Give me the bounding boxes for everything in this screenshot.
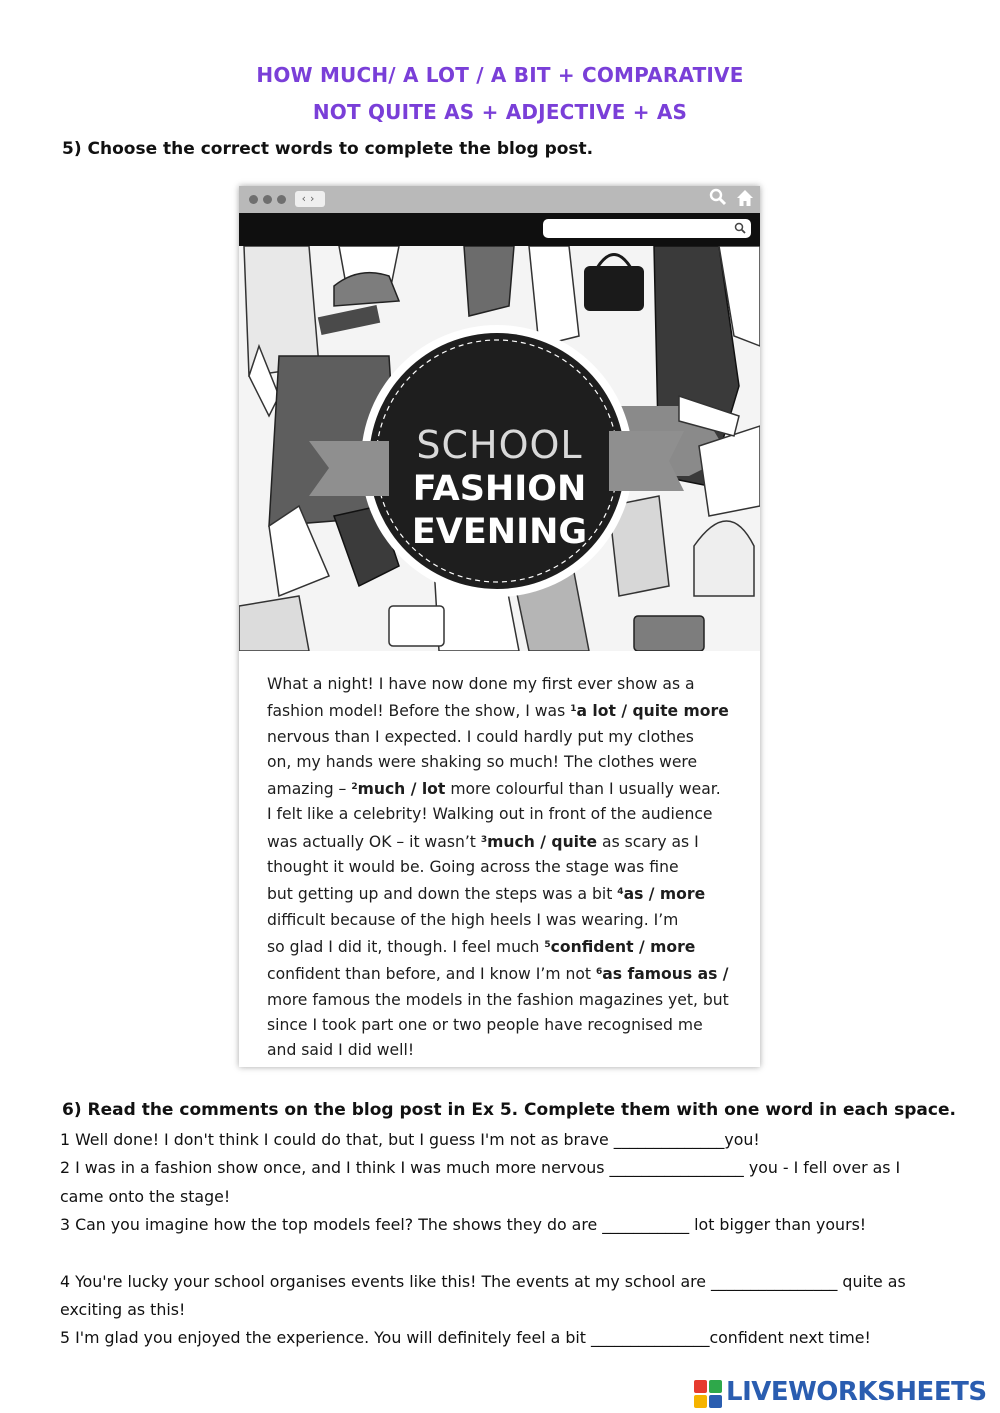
gap-3-options[interactable]: much / quite [487,832,598,851]
gap-4-options[interactable]: as / more [623,885,706,904]
comment-item-3[interactable]: 3 Can you imagine how the top models feel? The shows they do are ___________ lot bigger than yours! [60,1215,867,1235]
blank-line [60,1240,940,1268]
post-line: but getting up and down the steps was a bit $^4$as / more [267,885,706,904]
gap-1-options[interactable]: a lot / quite more [576,702,729,721]
post-line: amazing – $^2$much / lot more colourful than I usually wear. [267,780,721,799]
window-dot-icon [249,195,258,204]
title-line-1: HOW MUCH/ A LOT / A BIT + COMPARATIVE [256,63,744,87]
exercise-6-items [60,1126,940,1353]
comment-item-2[interactable]: 2 I was in a fashion show once, and I think I was much more nervous _________________ you - I fell over as I came onto the stage! [60,1158,901,1206]
gap-5-options[interactable]: confident / more [550,937,696,956]
gap-2-options[interactable]: much / lot [357,780,446,799]
post-line: nervous than I expected. I could hardly put my clothes [267,727,694,746]
comment-item-4[interactable]: 4 You're lucky your school organises events like this! The events at my school are ________________ quite as exciting as this! [60,1271,906,1320]
magnifier-icon [709,188,727,211]
post-line: on, my hands were shaking so much! The clothes were [267,752,698,771]
post-line: so glad I did it, though. I feel much $^5$confident / more [267,937,696,956]
comment-item-1[interactable]: 1 Well done! I don't think I could do that, but I guess I'm not as brave ______________you! [60,1130,760,1149]
window-dot-icon [263,195,272,204]
browser-search-bar [239,213,760,246]
browser-toolbar [239,186,760,213]
post-line: was actually OK – it wasn’t $^3$much / quite as scary as I [267,832,699,851]
post-line: I felt like a celebrity! Walking out in front of the audience [267,805,713,824]
blog-post-text [267,672,747,1063]
blog-browser-frame [239,186,760,1067]
blog-search-input [543,219,751,238]
gap-6-options[interactable]: as famous as / [602,965,729,984]
badge-fashion: FASHION [412,469,587,509]
post-line: confident than before, and I know I’m not $^6$as famous as / [267,965,729,984]
post-line: thought it would be. Going across the stage was fine [267,858,679,877]
post-line: fashion model! Before the show, I was $^1$a lot / quite more [267,702,729,721]
exercise-5-heading: 5) Choose the correct words to complete the blog post. [62,139,594,159]
liveworksheets-logo-icon [694,1380,722,1408]
badge-evening: EVENING [411,512,588,552]
post-line: more famous the models in the fashion magazines yet, but [267,990,729,1009]
fashion-illustration [239,246,760,651]
post-line: difficult because of the high heels I was wearing. I’m [267,910,679,929]
post-line: What a night! I have now done my first ever show as a [267,675,695,693]
logo-text: LIVEWORKSHEETS [726,1377,987,1407]
post-line: and said I did well! [267,1041,415,1060]
exercise-6-heading: 6) Read the comments on the blog post in Ex 5. Complete them with one word in each space. [62,1100,956,1120]
back-forward-icon: ‹› [295,191,325,207]
search-icon [734,222,746,234]
title-line-2: NOT QUITE AS + ADJECTIVE + AS [312,100,688,124]
comment-item-5[interactable]: 5 I'm glad you enjoyed the experience. You will definitely feel a bit _______________confident next time! [60,1328,871,1348]
post-line: since I took part one or two people have recognised me [267,1015,703,1034]
window-dot-icon [277,195,286,204]
badge-school: SCHOOL [416,423,583,467]
home-icon [735,188,755,213]
